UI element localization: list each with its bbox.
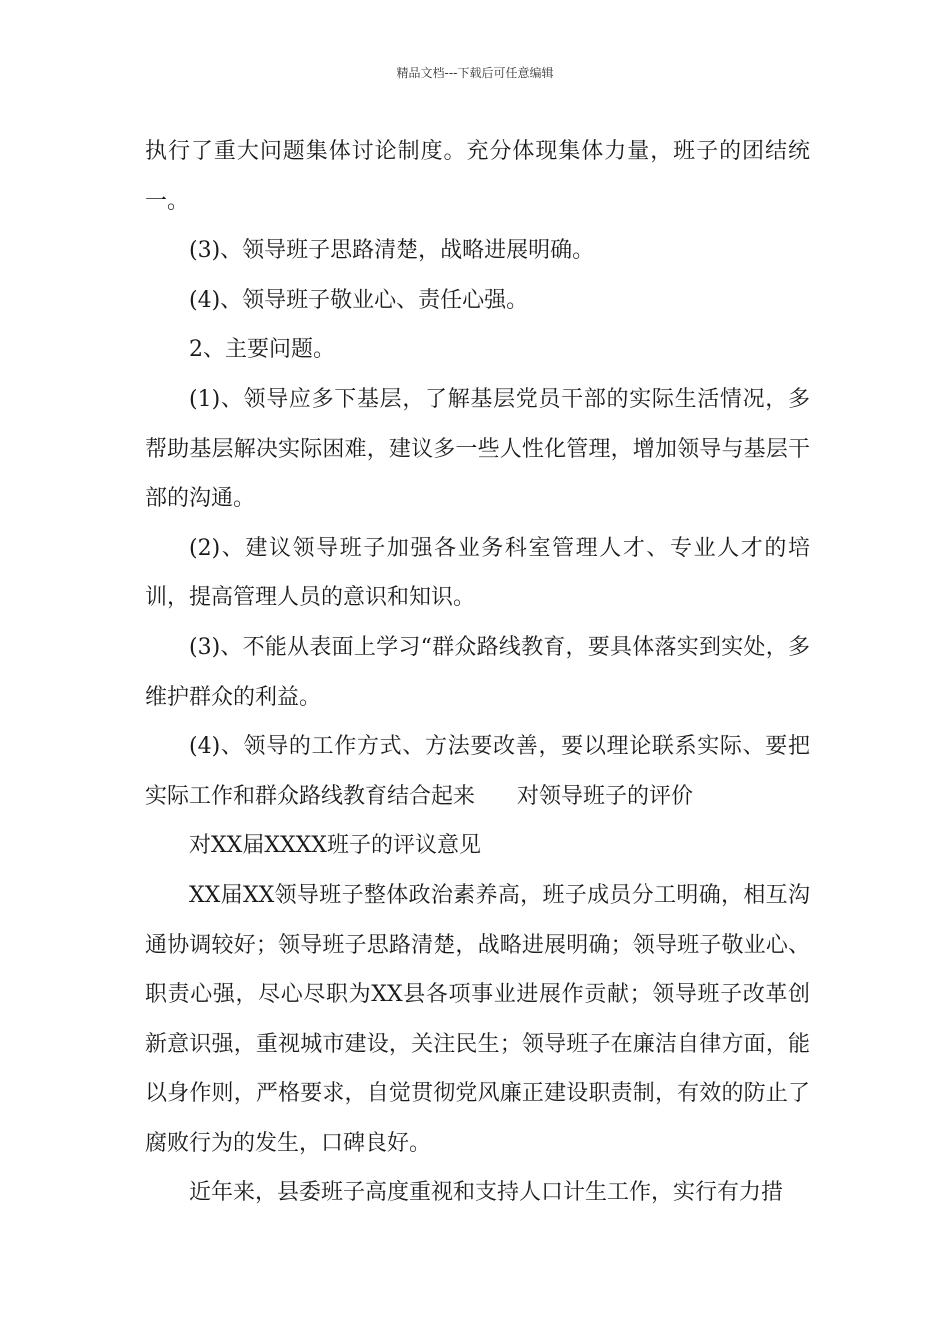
section-title-inline: 对领导班子的评价 — [517, 783, 694, 809]
paragraph: XX届XX领导班子整体政治素养高，班子成员分工明确，相互沟通协调较好；领导班子思路清楚，战略进展明确；领导班子敬业心、职责心强，尽心尽职为XX县各项事业进展作贡献；领导班子改革创新意识强，重视城市建设，关注民生；领导班子在廉洁自律方面，能以身作则，严格要求，自觉贯彻党风廉正建设职责制，有效的防止了腐败行为的发生，口碑良好。 — [145, 882, 810, 1156]
document-body — [145, 127, 810, 1218]
paragraph: (3)、领导班子思路清楚，战略进展明确。 — [189, 238, 595, 264]
paragraph: 执行了重大问题集体讨论制度。充分体现集体力量，班子的团结统一。 — [145, 139, 810, 214]
paragraph — [145, 722, 810, 821]
paragraph: (1)、领导应多下基层，了解基层党员干部的实际生活情况，多帮助基层解决实际困难，建议多一些人性化管理，增加领导与基层干部的沟通。 — [145, 386, 810, 512]
paragraph: (4)、领导班子敬业心、责任心强。 — [189, 287, 529, 313]
paragraph: 近年来，县委班子高度重视和支持人口计生工作，实行有力措 — [189, 1180, 784, 1206]
paragraph: (2)、建议领导班子加强各业务科室管理人才、专业人才的培训，提高管理人员的意识和知识。 — [145, 535, 810, 611]
section-heading: 2、主要问题。 — [189, 337, 335, 363]
paragraph: (3)、不能从表面上学习“群众路线教育，要具体落实到实处，多维护群众的利益。 — [145, 634, 810, 710]
paragraph-text: (4)、领导的工作方式、方法要改善，要以理论联系实际、要把实际工作和群众路线教育结合起来 — [145, 734, 810, 809]
page-header: 精品文档---下载后可任意编辑 — [396, 66, 554, 80]
document-subtitle: 对XX届XXXX班子的评议意见 — [189, 833, 481, 859]
